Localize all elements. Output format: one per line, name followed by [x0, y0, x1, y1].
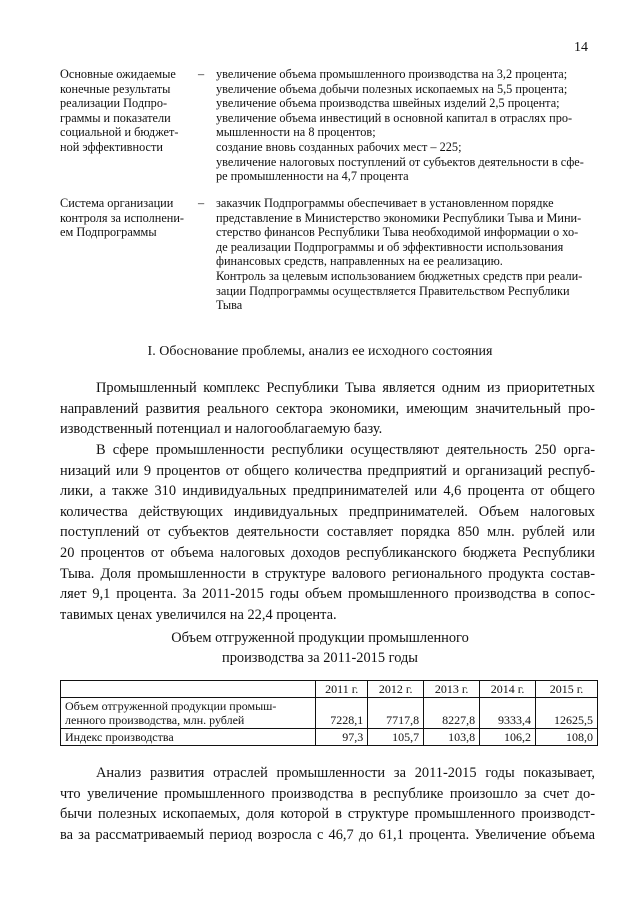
value-line: Тыва: [216, 298, 243, 313]
paragraph-line: ляет 9,1 процента. За 2011-2015 годы объем промышленного производства в сопос-: [60, 586, 595, 603]
section-title: I. Обоснование проблемы, анализ ее исходного состояния: [147, 344, 493, 359]
value-line: зации Подпрограммы осуществляется Правительством Республики: [216, 283, 570, 298]
table-cell: 103,8: [424, 729, 480, 746]
table-cell: 106,2: [480, 729, 536, 746]
passport-label: [60, 67, 198, 184]
value-line: ре промышленности на 4,7 процента: [216, 169, 409, 184]
label-line: ной эффективности: [60, 139, 163, 154]
value-line: финансовых средств, направленных на ее реализацию.: [216, 254, 503, 269]
paragraph-2: [60, 440, 595, 625]
table-header-2011: 2011 г.: [316, 681, 368, 698]
dash-separator: –: [198, 67, 205, 81]
paragraph-line: Анализ развития отраслей промышленности за 2011-2015 годы показывает,: [96, 765, 595, 781]
table-header-empty: [61, 681, 316, 698]
value-line: мышленности на 8 процентов;: [216, 125, 376, 140]
table-header-2015: 2015 г.: [536, 681, 598, 698]
label-line: конечные результаты: [60, 81, 171, 96]
paragraph-line: изводственный потенциал и налогооблагаемую базу.: [60, 421, 383, 438]
passport-label: [60, 196, 198, 313]
table-title-line: производства за 2011-2015 годы: [222, 650, 418, 666]
paragraph-line: Промышленный комплекс Республики Тыва является одним из приоритетных: [96, 380, 595, 396]
table-cell: 8227,8: [424, 698, 480, 729]
table-cell: 7228,1: [316, 698, 368, 729]
table-header-2014: 2014 г.: [480, 681, 536, 698]
paragraph-line: тавимых ценах увеличился на 22,4 процента.: [60, 606, 337, 623]
paragraph-line: количества действующих индивидуальных предпринимателей. Объем налоговых: [60, 503, 595, 520]
table-header-2012: 2012 г.: [368, 681, 424, 698]
row-name-line: Объем отгруженной продукции промыш-: [65, 699, 277, 713]
label-line: реализации Подпро-: [60, 96, 168, 111]
label-line: граммы и показатели: [60, 110, 171, 125]
table-header-2013: 2013 г.: [424, 681, 480, 698]
row-name: [61, 729, 316, 746]
paragraph-line: ва за рассматриваемый период возросла с 46,7 до 61,1 процента. Увеличение объема: [60, 826, 595, 843]
passport-value: [216, 196, 595, 313]
paragraph-line: низаций или 9 процентов от общего количества предприятий и организаций респуб-: [60, 462, 595, 479]
table-title: [0, 628, 640, 668]
label-line: контроля за исполнени-: [60, 210, 185, 225]
table-cell: 108,0: [536, 729, 598, 746]
row-name: [61, 698, 316, 729]
paragraph-3: [60, 763, 595, 845]
table-cell: 12625,5: [536, 698, 598, 729]
value-line: заказчик Подпрограммы обеспечивает в установленном порядке: [216, 196, 554, 210]
value-line: увеличение объема инвестиций в основной капитал в отраслях про-: [216, 110, 573, 125]
passport-row-results: [60, 67, 595, 184]
label-line: социальной и бюджет-: [60, 125, 179, 140]
table-title-line: Объем отгруженной продукции промышленного: [171, 630, 469, 646]
row-name-line: ленного производства, млн. рублей: [65, 713, 245, 727]
value-line: стерство финансов Республики Тыва необходимой информации о хо-: [216, 225, 579, 240]
label-line: Основные ожидаемые: [60, 67, 176, 81]
page-number: 14: [574, 40, 588, 55]
paragraph-line: лики, а также 310 индивидуальных предпринимателей или 4,6 процента от общего: [60, 483, 595, 500]
paragraph-line: Тыва. Доля промышленности в структуре валового регионального продукта состав-: [60, 565, 595, 582]
value-line: увеличение объема производства швейных изделий 2,5 процента;: [216, 96, 560, 111]
table-cell: 97,3: [316, 729, 368, 746]
table-cell: 105,7: [368, 729, 424, 746]
table-header-row: [61, 681, 598, 698]
value-line: создание вновь созданных рабочих мест – 225;: [216, 139, 462, 154]
value-line: увеличение налоговых поступлений от субъектов деятельности в сфе-: [216, 154, 584, 169]
paragraph-1: [60, 378, 595, 440]
value-line: Контроль за целевым использованием бюджетных средств при реали-: [216, 268, 583, 283]
table-row: [61, 698, 598, 729]
passport-row-control: [60, 196, 595, 313]
value-line: де реализации Подпрограммы и об эффективности использования: [216, 239, 564, 254]
label-line: ем Подпрограммы: [60, 225, 157, 240]
dash-separator: –: [198, 196, 205, 210]
paragraph-line: бычи полезных ископаемых, доля которой в структуре промышленного производст-: [60, 806, 595, 823]
paragraph-line: что увеличение промышленного производства в республике произошло за счет до-: [60, 785, 595, 802]
value-line: увеличение объема добычи полезных ископаемых на 5,5 процента;: [216, 81, 568, 96]
row-name-line: Индекс производства: [65, 730, 174, 744]
paragraph-line: поступлений от субъектов деятельности составляет порядка 850 млн. рублей или: [60, 524, 595, 541]
table-cell: 9333,4: [480, 698, 536, 729]
passport-value: [216, 67, 595, 184]
table-row: [61, 729, 598, 746]
label-line: Система организации: [60, 196, 174, 210]
paragraph-line: В сфере промышленности республики осуществляют деятельность 250 орга-: [96, 442, 595, 458]
paragraph-line: 20 процентов от объема налоговых доходов республиканского бюджета Республики: [60, 544, 595, 561]
value-line: увеличение объема промышленного производства на 3,2 процента;: [216, 67, 568, 81]
value-line: представление в Министерство экономики Республики Тыва и Мини-: [216, 210, 582, 225]
paragraph-line: направлений развития реального сектора экономики, имеющим значительный про-: [60, 400, 595, 417]
production-table: [60, 680, 598, 746]
table-cell: 7717,8: [368, 698, 424, 729]
